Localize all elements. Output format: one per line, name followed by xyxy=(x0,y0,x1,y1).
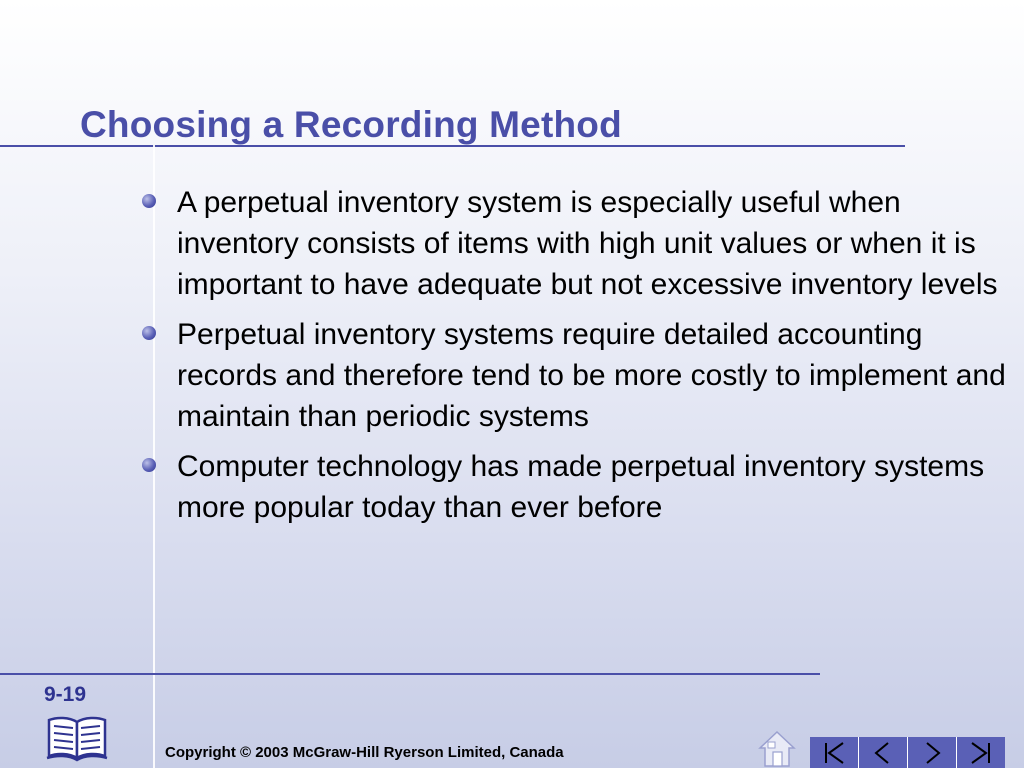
bullet-list xyxy=(140,182,1020,537)
bullet-dot-icon xyxy=(142,194,156,208)
first-slide-button[interactable] xyxy=(810,737,858,768)
bullet-text: Perpetual inventory systems require detailed accounting records and therefore tend to be more costly to implement and maintain than periodic systems xyxy=(177,318,1006,433)
bullet-item xyxy=(140,446,1020,528)
previous-icon xyxy=(870,740,896,766)
bullet-item xyxy=(140,314,1020,437)
next-slide-button[interactable] xyxy=(907,737,956,768)
bullet-dot-icon xyxy=(142,326,156,340)
book-icon xyxy=(45,714,109,762)
last-slide-button[interactable] xyxy=(956,737,1005,768)
bullet-item xyxy=(140,182,1020,305)
skip-to-first-icon xyxy=(821,740,847,766)
copyright-text: Copyright © 2003 McGraw-Hill Ryerson Limited, Canada xyxy=(165,744,564,761)
footer-rule xyxy=(0,673,820,675)
slide-title: Choosing a Recording Method xyxy=(80,104,622,145)
bullet-dot-icon xyxy=(142,458,156,472)
page-number: 9-19 xyxy=(44,683,87,706)
title-underline xyxy=(0,145,905,147)
next-icon xyxy=(919,740,945,766)
previous-slide-button[interactable] xyxy=(858,737,907,768)
bullet-text: Computer technology has made perpetual inventory systems more popular today than ever before xyxy=(177,450,985,524)
home-icon[interactable] xyxy=(757,728,797,768)
skip-to-last-icon xyxy=(968,740,994,766)
bullet-text: A perpetual inventory system is especially useful when inventory consists of items with high unit values or when it is important to have adequate but not excessive inventory levels xyxy=(177,186,998,301)
slide-navigation xyxy=(810,737,1005,768)
